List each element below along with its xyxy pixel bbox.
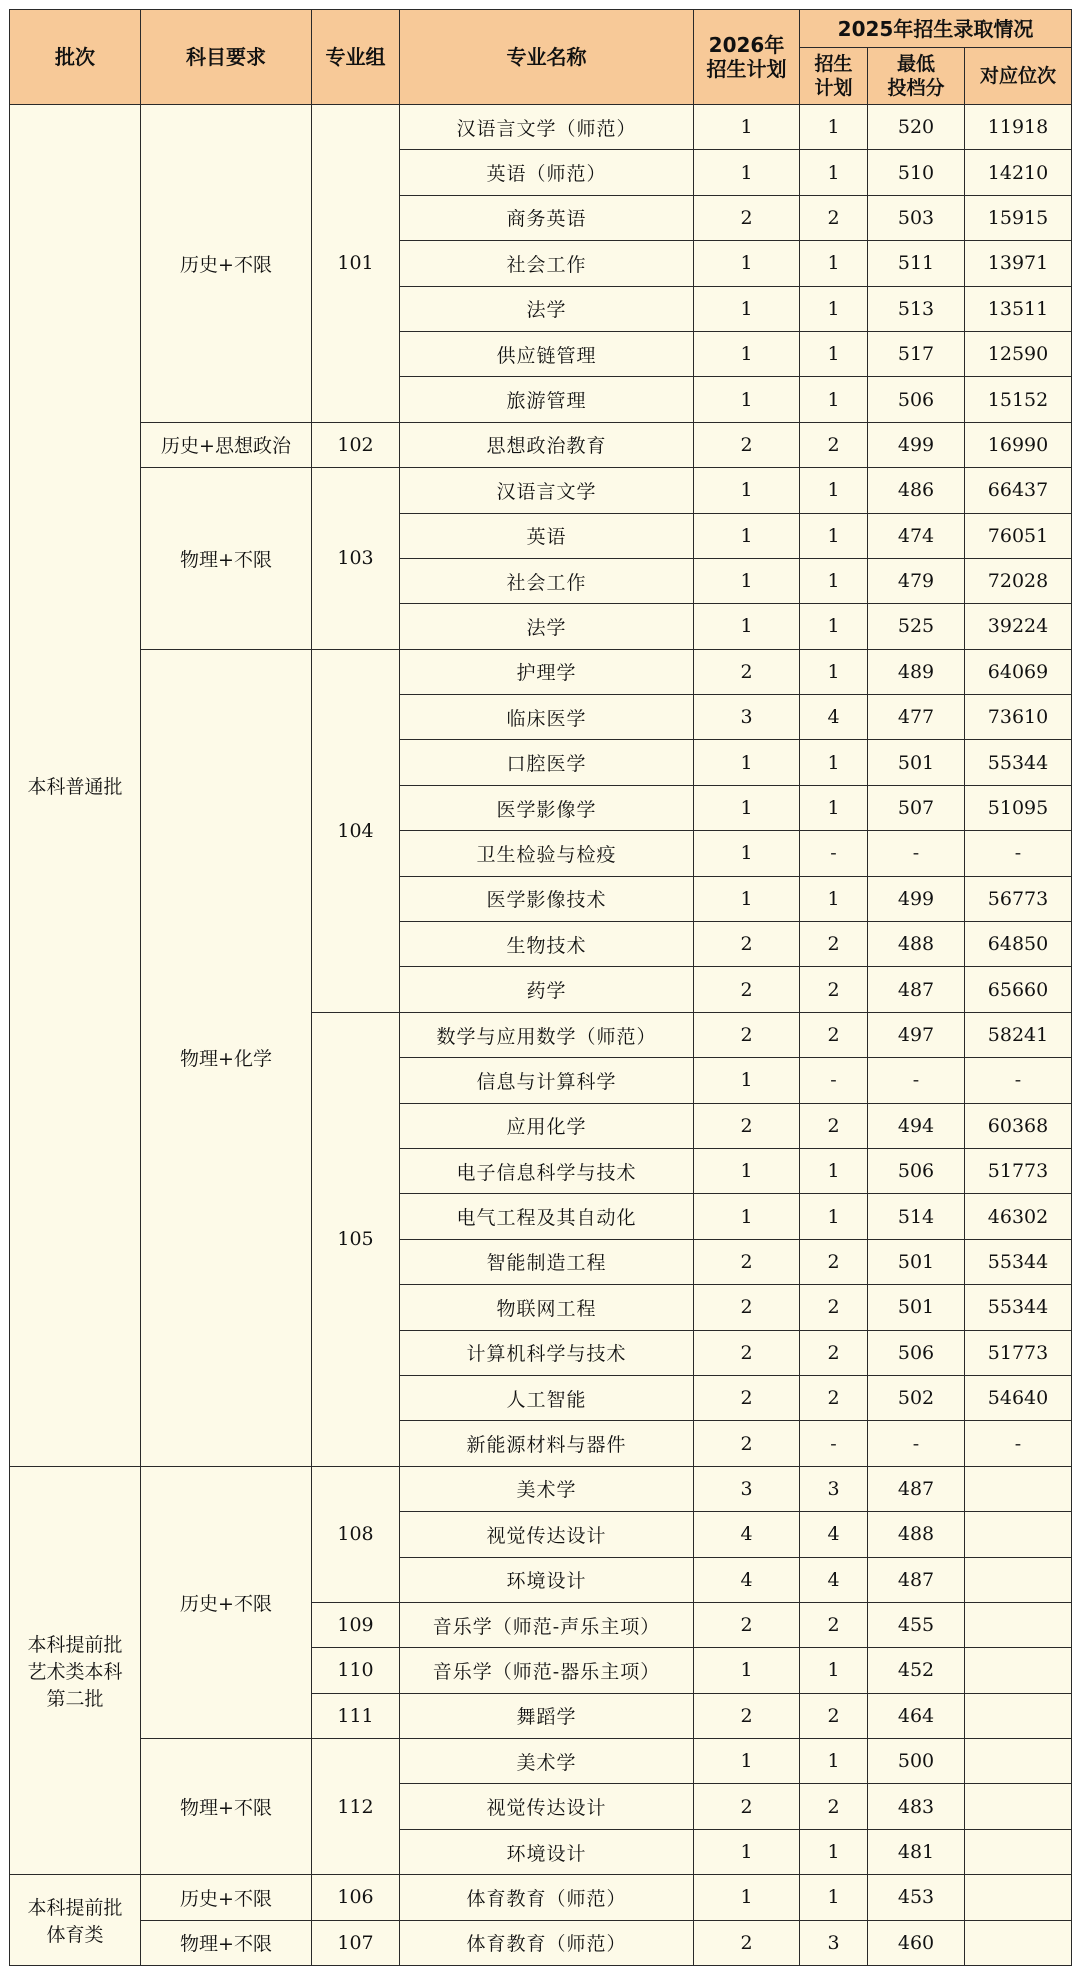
plan-2025-cell: 1: [800, 1739, 868, 1784]
subject-requirement-cell: 物理+化学: [141, 649, 312, 1466]
major-name-cell: 法学: [400, 286, 694, 331]
table-row: [10, 1920, 1072, 1965]
plan-2025-cell: 1: [800, 649, 868, 694]
plan-2025-cell: 1: [800, 286, 868, 331]
plan-2025-cell: 2: [800, 1602, 868, 1647]
rank-cell: 16990: [965, 422, 1072, 467]
rank-cell: [965, 1602, 1072, 1647]
major-name-cell: 电子信息科学与技术: [400, 1148, 694, 1193]
rank-cell: [965, 1648, 1072, 1693]
plan-2026-cell: 1: [694, 604, 800, 649]
major-name-cell: 生物技术: [400, 922, 694, 967]
major-name-cell: 视觉传达设计: [400, 1784, 694, 1829]
rank-cell: [965, 1693, 1072, 1738]
batch-cell: 本科普通批: [10, 105, 141, 1467]
rank-cell: -: [965, 1421, 1072, 1466]
plan-2025-cell: 1: [800, 604, 868, 649]
min-score-cell: 506: [868, 1148, 965, 1193]
min-score-cell: 487: [868, 1466, 965, 1511]
plan-2026-cell: 2: [694, 1375, 800, 1420]
min-score-cell: 497: [868, 1012, 965, 1057]
min-score-cell: 502: [868, 1375, 965, 1420]
min-score-cell: 453: [868, 1875, 965, 1920]
batch-cell: 本科提前批 体育类: [10, 1875, 141, 1966]
plan-2025-cell: 2: [800, 1103, 868, 1148]
min-score-cell: 489: [868, 649, 965, 694]
plan-2026-cell: 4: [694, 1512, 800, 1557]
subject-requirement-cell: 历史+思想政治: [141, 422, 312, 467]
major-name-cell: 视觉传达设计: [400, 1512, 694, 1557]
header-plan-2026-line2: 招生计划: [706, 57, 787, 81]
major-name-cell: 临床医学: [400, 695, 694, 740]
plan-2026-cell: 1: [694, 785, 800, 830]
min-score-cell: -: [868, 1058, 965, 1103]
subject-requirement-cell: 历史+不限: [141, 1466, 312, 1738]
min-score-cell: 487: [868, 967, 965, 1012]
plan-2025-cell: -: [800, 1421, 868, 1466]
plan-2026-cell: 1: [694, 513, 800, 558]
min-score-cell: 488: [868, 922, 965, 967]
plan-2025-cell: 2: [800, 422, 868, 467]
plan-2025-cell: 1: [800, 150, 868, 195]
min-score-cell: 477: [868, 695, 965, 740]
min-score-cell: 479: [868, 558, 965, 603]
header-min-score: [868, 48, 965, 105]
major-name-cell: 护理学: [400, 649, 694, 694]
plan-2026-cell: 1: [694, 286, 800, 331]
subject-requirement-cell: 物理+不限: [141, 1739, 312, 1875]
header-min-score-line1: 最低: [896, 53, 935, 75]
rank-cell: 56773: [965, 876, 1072, 921]
major-name-cell: 音乐学（师范-器乐主项）: [400, 1648, 694, 1693]
min-score-cell: -: [868, 1421, 965, 1466]
major-name-cell: 汉语言文学: [400, 468, 694, 513]
major-group-cell: 101: [312, 105, 400, 423]
rank-cell: -: [965, 1058, 1072, 1103]
subject-requirement-cell: 物理+不限: [141, 468, 312, 650]
major-name-cell: 供应链管理: [400, 331, 694, 376]
major-name-cell: 舞蹈学: [400, 1693, 694, 1738]
rank-cell: 13511: [965, 286, 1072, 331]
subject-requirement-cell: 历史+不限: [141, 105, 312, 423]
plan-2026-cell: 1: [694, 468, 800, 513]
rank-cell: [965, 1512, 1072, 1557]
min-score-cell: 483: [868, 1784, 965, 1829]
min-score-cell: 501: [868, 1285, 965, 1330]
plan-2025-cell: 1: [800, 468, 868, 513]
plan-2025-cell: 1: [800, 558, 868, 603]
major-group-cell: 103: [312, 468, 400, 650]
plan-2025-cell: 3: [800, 1920, 868, 1965]
rank-cell: 15915: [965, 195, 1072, 240]
plan-2025-cell: -: [800, 1058, 868, 1103]
plan-2026-cell: 1: [694, 1148, 800, 1193]
plan-2025-cell: 4: [800, 695, 868, 740]
rank-cell: 55344: [965, 1285, 1072, 1330]
rank-cell: 60368: [965, 1103, 1072, 1148]
major-name-cell: 新能源材料与器件: [400, 1421, 694, 1466]
plan-2026-cell: 2: [694, 967, 800, 1012]
major-name-cell: 法学: [400, 604, 694, 649]
plan-2026-cell: 2: [694, 649, 800, 694]
plan-2025-cell: 2: [800, 195, 868, 240]
plan-2026-cell: 2: [694, 1103, 800, 1148]
min-score-cell: 474: [868, 513, 965, 558]
min-score-cell: 520: [868, 105, 965, 150]
plan-2025-cell: 1: [800, 1875, 868, 1920]
header-plan-2026: [694, 10, 800, 105]
rank-cell: 64069: [965, 649, 1072, 694]
plan-2025-cell: 1: [800, 513, 868, 558]
header-subject: 科目要求: [141, 10, 312, 105]
plan-2025-cell: 1: [800, 876, 868, 921]
rank-cell: [965, 1557, 1072, 1602]
min-score-cell: 511: [868, 241, 965, 286]
rank-cell: -: [965, 831, 1072, 876]
major-group-cell: 108: [312, 1466, 400, 1602]
plan-2026-cell: 1: [694, 1058, 800, 1103]
major-name-cell: 英语（师范）: [400, 150, 694, 195]
min-score-cell: 513: [868, 286, 965, 331]
plan-2026-cell: 3: [694, 1466, 800, 1511]
rank-cell: 66437: [965, 468, 1072, 513]
major-name-cell: 数学与应用数学（师范）: [400, 1012, 694, 1057]
major-group-cell: 110: [312, 1648, 400, 1693]
plan-2026-cell: 2: [694, 1239, 800, 1284]
plan-2026-cell: 1: [694, 105, 800, 150]
rank-cell: 58241: [965, 1012, 1072, 1057]
plan-2026-cell: 1: [694, 1739, 800, 1784]
rank-cell: 55344: [965, 1239, 1072, 1284]
plan-2026-cell: 2: [694, 1330, 800, 1375]
min-score-cell: 501: [868, 740, 965, 785]
rank-cell: [965, 1829, 1072, 1874]
plan-2026-cell: 2: [694, 1693, 800, 1738]
major-name-cell: 思想政治教育: [400, 422, 694, 467]
min-score-cell: 460: [868, 1920, 965, 1965]
major-name-cell: 环境设计: [400, 1829, 694, 1874]
plan-2026-cell: 1: [694, 331, 800, 376]
table-row: [10, 1875, 1072, 1920]
table-body: [10, 105, 1072, 1966]
major-name-cell: 医学影像技术: [400, 876, 694, 921]
major-group-cell: 104: [312, 649, 400, 1012]
major-name-cell: 人工智能: [400, 1375, 694, 1420]
plan-2026-cell: 1: [694, 831, 800, 876]
major-name-cell: 商务英语: [400, 195, 694, 240]
rank-cell: 55344: [965, 740, 1072, 785]
rank-cell: 51773: [965, 1330, 1072, 1375]
plan-2025-cell: 2: [800, 1330, 868, 1375]
header-2025-results: 2025年招生录取情况: [800, 10, 1072, 48]
rank-cell: [965, 1875, 1072, 1920]
min-score-cell: 452: [868, 1648, 965, 1693]
plan-2026-cell: 1: [694, 1648, 800, 1693]
subject-requirement-cell: 历史+不限: [141, 1875, 312, 1920]
header-batch: 批次: [10, 10, 141, 105]
min-score-cell: 494: [868, 1103, 965, 1148]
header-min-score-line2: 投档分: [887, 77, 945, 99]
table-row: [10, 468, 1072, 513]
major-name-cell: 药学: [400, 967, 694, 1012]
plan-2025-cell: 1: [800, 331, 868, 376]
major-name-cell: 体育教育（师范）: [400, 1920, 694, 1965]
major-group-cell: 102: [312, 422, 400, 467]
min-score-cell: 499: [868, 876, 965, 921]
min-score-cell: 507: [868, 785, 965, 830]
min-score-cell: 486: [868, 468, 965, 513]
plan-2025-cell: 2: [800, 1784, 868, 1829]
rank-cell: 72028: [965, 558, 1072, 603]
major-group-cell: 106: [312, 1875, 400, 1920]
plan-2026-cell: 1: [694, 740, 800, 785]
major-name-cell: 旅游管理: [400, 377, 694, 422]
plan-2026-cell: 2: [694, 1920, 800, 1965]
min-score-cell: -: [868, 831, 965, 876]
header-plan-2025: [800, 48, 868, 105]
major-name-cell: 汉语言文学（师范）: [400, 105, 694, 150]
rank-cell: [965, 1784, 1072, 1829]
min-score-cell: 525: [868, 604, 965, 649]
plan-2025-cell: 2: [800, 1375, 868, 1420]
plan-2025-cell: 2: [800, 1285, 868, 1330]
plan-2025-cell: 1: [800, 1194, 868, 1239]
major-name-cell: 电气工程及其自动化: [400, 1194, 694, 1239]
min-score-cell: 506: [868, 377, 965, 422]
major-group-cell: 112: [312, 1739, 400, 1875]
plan-2025-cell: 1: [800, 740, 868, 785]
header-plan-2025-line1: 招生: [814, 53, 853, 75]
rank-cell: 54640: [965, 1375, 1072, 1420]
major-name-cell: 口腔医学: [400, 740, 694, 785]
table-header: [10, 10, 1072, 105]
rank-cell: 15152: [965, 377, 1072, 422]
plan-2026-cell: 2: [694, 1285, 800, 1330]
major-name-cell: 社会工作: [400, 241, 694, 286]
major-group-cell: 107: [312, 1920, 400, 1965]
major-name-cell: 医学影像学: [400, 785, 694, 830]
plan-2026-cell: 1: [694, 150, 800, 195]
major-name-cell: 美术学: [400, 1466, 694, 1511]
batch-cell: 本科提前批 艺术类本科 第二批: [10, 1466, 141, 1875]
plan-2025-cell: 1: [800, 241, 868, 286]
rank-cell: 46302: [965, 1194, 1072, 1239]
plan-2026-cell: 3: [694, 695, 800, 740]
plan-2025-cell: 2: [800, 967, 868, 1012]
plan-2026-cell: 1: [694, 558, 800, 603]
plan-2025-cell: 2: [800, 1693, 868, 1738]
plan-2025-cell: 2: [800, 922, 868, 967]
plan-2025-cell: 3: [800, 1466, 868, 1511]
rank-cell: 64850: [965, 922, 1072, 967]
header-plan-2026-line1: 2026年: [708, 33, 785, 57]
plan-2025-cell: 1: [800, 785, 868, 830]
table-row: [10, 1466, 1072, 1511]
plan-2026-cell: 4: [694, 1557, 800, 1602]
plan-2026-cell: 1: [694, 1875, 800, 1920]
major-group-cell: 111: [312, 1693, 400, 1738]
plan-2026-cell: 2: [694, 1421, 800, 1466]
plan-2025-cell: 2: [800, 1012, 868, 1057]
plan-2025-cell: 4: [800, 1512, 868, 1557]
rank-cell: 39224: [965, 604, 1072, 649]
rank-cell: 12590: [965, 331, 1072, 376]
plan-2025-cell: -: [800, 831, 868, 876]
min-score-cell: 464: [868, 1693, 965, 1738]
rank-cell: 73610: [965, 695, 1072, 740]
major-name-cell: 物联网工程: [400, 1285, 694, 1330]
plan-2026-cell: 1: [694, 876, 800, 921]
major-name-cell: 音乐学（师范-声乐主项）: [400, 1602, 694, 1647]
min-score-cell: 501: [868, 1239, 965, 1284]
header-rank: 对应位次: [965, 48, 1072, 105]
plan-2026-cell: 2: [694, 1602, 800, 1647]
plan-2026-cell: 1: [694, 377, 800, 422]
major-name-cell: 体育教育（师范）: [400, 1875, 694, 1920]
plan-2026-cell: 1: [694, 241, 800, 286]
plan-2025-cell: 1: [800, 105, 868, 150]
plan-2026-cell: 2: [694, 422, 800, 467]
min-score-cell: 503: [868, 195, 965, 240]
rank-cell: 13971: [965, 241, 1072, 286]
min-score-cell: 510: [868, 150, 965, 195]
table-row: [10, 1739, 1072, 1784]
rank-cell: [965, 1739, 1072, 1784]
plan-2026-cell: 2: [694, 1784, 800, 1829]
major-name-cell: 智能制造工程: [400, 1239, 694, 1284]
plan-2025-cell: 2: [800, 1239, 868, 1284]
min-score-cell: 514: [868, 1194, 965, 1239]
plan-2025-cell: 1: [800, 1148, 868, 1193]
header-group: 专业组: [312, 10, 400, 105]
plan-2026-cell: 2: [694, 922, 800, 967]
plan-2026-cell: 2: [694, 195, 800, 240]
rank-cell: [965, 1920, 1072, 1965]
header-plan-2025-line2: 计划: [814, 77, 853, 99]
rank-cell: 14210: [965, 150, 1072, 195]
rank-cell: 51095: [965, 785, 1072, 830]
min-score-cell: 455: [868, 1602, 965, 1647]
plan-2026-cell: 2: [694, 1012, 800, 1057]
plan-2025-cell: 1: [800, 1829, 868, 1874]
rank-cell: 76051: [965, 513, 1072, 558]
min-score-cell: 506: [868, 1330, 965, 1375]
header-major: 专业名称: [400, 10, 694, 105]
min-score-cell: 488: [868, 1512, 965, 1557]
table-row: [10, 105, 1072, 150]
major-name-cell: 美术学: [400, 1739, 694, 1784]
min-score-cell: 500: [868, 1739, 965, 1784]
major-name-cell: 英语: [400, 513, 694, 558]
major-name-cell: 应用化学: [400, 1103, 694, 1148]
plan-2026-cell: 1: [694, 1829, 800, 1874]
min-score-cell: 487: [868, 1557, 965, 1602]
min-score-cell: 499: [868, 422, 965, 467]
plan-2025-cell: 1: [800, 377, 868, 422]
rank-cell: 65660: [965, 967, 1072, 1012]
table-row: [10, 649, 1072, 694]
plan-2026-cell: 1: [694, 1194, 800, 1239]
major-name-cell: 计算机科学与技术: [400, 1330, 694, 1375]
major-name-cell: 环境设计: [400, 1557, 694, 1602]
subject-requirement-cell: 物理+不限: [141, 1920, 312, 1965]
admissions-table: [9, 9, 1072, 1966]
major-group-cell: 105: [312, 1012, 400, 1466]
major-name-cell: 社会工作: [400, 558, 694, 603]
major-name-cell: 卫生检验与检疫: [400, 831, 694, 876]
rank-cell: 51773: [965, 1148, 1072, 1193]
rank-cell: 11918: [965, 105, 1072, 150]
rank-cell: [965, 1466, 1072, 1511]
major-group-cell: 109: [312, 1602, 400, 1647]
min-score-cell: 517: [868, 331, 965, 376]
min-score-cell: 481: [868, 1829, 965, 1874]
plan-2025-cell: 1: [800, 1648, 868, 1693]
plan-2025-cell: 4: [800, 1557, 868, 1602]
major-name-cell: 信息与计算科学: [400, 1058, 694, 1103]
table-row: [10, 422, 1072, 467]
